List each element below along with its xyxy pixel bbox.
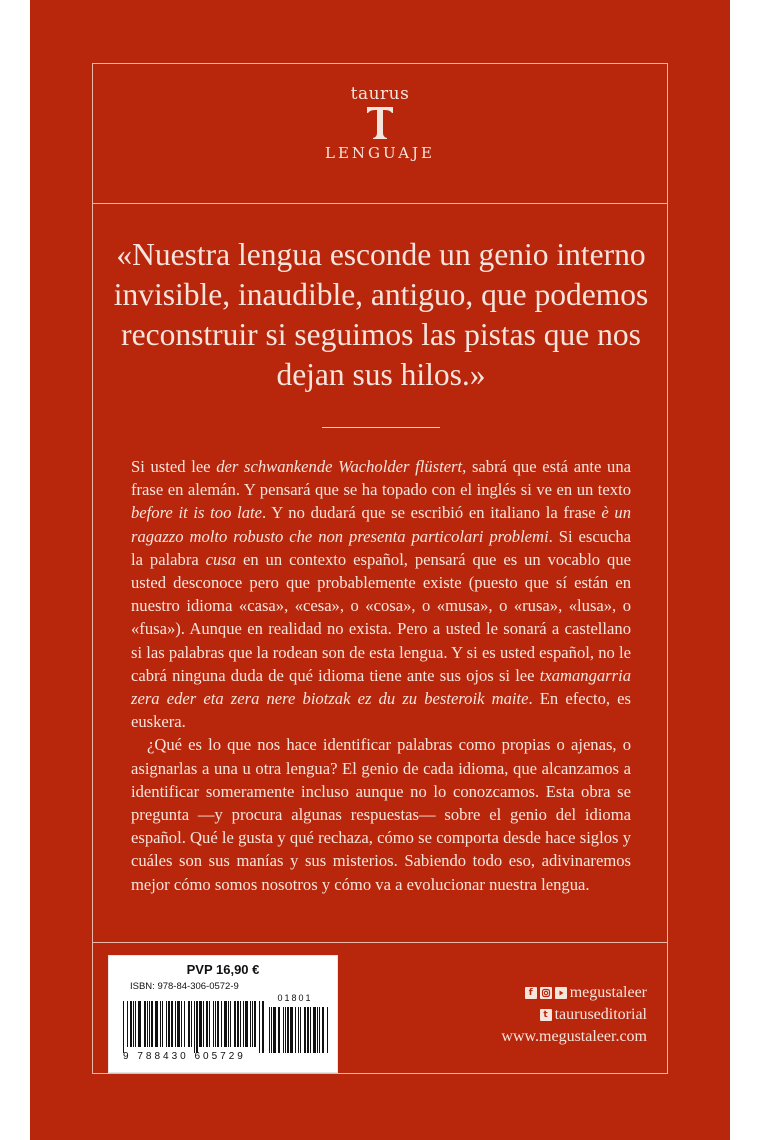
barcode-bar — [133, 1001, 134, 1047]
barcode-addon-bar — [304, 1007, 306, 1053]
social-links — [501, 982, 647, 1048]
barcode-addon-bar — [313, 1007, 316, 1053]
instagram-icon — [540, 987, 552, 999]
header-divider — [93, 203, 667, 204]
barcode-bar — [188, 1001, 190, 1047]
taurus-t-logo-icon — [365, 106, 395, 140]
barcode-bar — [123, 1001, 124, 1053]
barcode-addon-bar — [307, 1007, 309, 1053]
handle-tauruseditorial[interactable]: tauruseditorial — [554, 1006, 647, 1023]
barcode-addon-bar — [300, 1007, 301, 1053]
barcode-addon-bar — [290, 1007, 293, 1053]
barcode-bar — [213, 1001, 214, 1047]
ean-digits: 9 788430 605729 — [123, 1051, 246, 1062]
ean-barcode — [117, 993, 329, 1053]
barcode-bar — [230, 1001, 231, 1047]
barcode-bar — [199, 1001, 202, 1047]
barcode-bar — [259, 1001, 260, 1053]
barcode-bar — [130, 1001, 132, 1047]
publisher-name: taurus — [350, 84, 410, 104]
barcode-bar — [254, 1001, 256, 1047]
youtube-icon — [555, 987, 567, 999]
barcode-addon-bar — [295, 1007, 296, 1053]
barcode-bar — [203, 1001, 204, 1047]
barcode-bar — [243, 1001, 244, 1047]
barcode-bar — [240, 1001, 241, 1047]
barcode-bar — [149, 1001, 150, 1047]
barcode-bar — [234, 1001, 236, 1047]
barcode-bar — [138, 1001, 141, 1047]
barcode-bar — [166, 1001, 167, 1047]
book-back-cover — [30, 0, 730, 1140]
barcode-addon-bar — [327, 1007, 328, 1053]
website-link[interactable]: www.megustaleer.com — [501, 1028, 647, 1045]
twitter-icon: t — [540, 1009, 552, 1021]
facebook-icon: f — [525, 987, 537, 999]
barcode-addon-bar — [317, 1007, 318, 1053]
barcode-addon-bar — [310, 1007, 311, 1053]
barcode-addon-bar — [287, 1007, 289, 1053]
barcode-bar — [209, 1001, 210, 1047]
barcode-bar — [162, 1001, 163, 1047]
barcode-bar — [262, 1001, 264, 1053]
barcode-bar — [206, 1001, 208, 1047]
barcode-bar — [224, 1001, 227, 1047]
barcode-bar — [144, 1001, 146, 1047]
barcode-addon-bar — [319, 1007, 320, 1053]
barcode-addon-bar — [285, 1007, 286, 1053]
footer-divider — [93, 942, 667, 943]
barcode-bar — [135, 1001, 136, 1047]
publisher-brand — [93, 84, 667, 162]
barcode-bar — [181, 1001, 182, 1047]
barcode-bar — [228, 1001, 229, 1047]
website-row — [501, 1026, 647, 1048]
barcode-bar — [127, 1001, 128, 1047]
pull-quote: «Nuestra lengua esconde un genio interno invisible, inaudible, antiguo, que podemos reconstruir si seguimos las pistas que nos dejan sus hilos.» — [113, 237, 649, 392]
series-name: LENGUAJE — [325, 144, 435, 162]
social-row-megustaleer — [501, 982, 647, 1004]
barcode-bar — [217, 1001, 219, 1047]
barcode-bar — [221, 1001, 222, 1047]
barcode-bar — [184, 1001, 185, 1047]
barcode-bar — [177, 1001, 180, 1047]
blurb-paragraph-2: ¿Qué es lo que nos hace identificar palabras como propias o ajenas, o asignarlas a una u otra lengua? El genio de cada idioma, que alcanzamos a identificar someramente incluso aunque no lo conozcamos. Esta obra se pregunta —y procura algunas respuestas— sobre el genio del idioma español. Qué le gusta y qué rechaza, cómo se comporta desde hace siglos y cuáles son sus manías y sus misterios. Sabiendo todo eso, adivinaremos mejor cómo somos nosotros y cómo va a evolucionar nuestra lengua. — [131, 735, 631, 894]
barcode-bar — [191, 1001, 192, 1047]
barcode-bar — [175, 1001, 176, 1047]
barcode-bar — [168, 1001, 170, 1047]
blurb-paragraph-1: Si usted lee der schwankende Wacholder flüstert, sabrá que está ante una frase en alemán. Y pensará que se ha topado con el inglés si ve en un texto before it is too late. Y no dudará que se escribió en italiano la frase è un ragazzo molto robusto che non presenta particolari problemi. Si escucha la palabra cusa en un contexto español, pensará que es un vocablo que usted desconoce pero que probablemente existe (puesto que sí están en nuestro idioma «casa», «cesa», o «cosa», o «musa», o «rusa», «lusa», o «fusa»). Aunque en realidad no exista. Pero a usted le sonará a castellano si las palabras que la rodean son de esta lengua. Y si es usted español, no le cabrá ninguna duda de qué idioma tiene ante sus ojos si lee txamangarria zera eder eta zera nere biotzak ez du zu besteroik maite. En efecto, es euskera. — [131, 457, 632, 732]
price: PVP 16,90 € — [186, 962, 260, 977]
barcode-addon-bar — [298, 1007, 299, 1053]
barcode-bar — [160, 1001, 161, 1047]
barcode-bar — [237, 1001, 239, 1047]
barcode-addon-digits: 01801 — [277, 993, 313, 1003]
quote-rule — [322, 427, 440, 428]
barcode-label — [108, 955, 338, 1073]
barcode-bar — [171, 1001, 173, 1047]
barcode-addon-bar — [271, 1007, 272, 1053]
barcode-addon-bar — [322, 1007, 324, 1053]
barcode-bar — [147, 1001, 148, 1047]
barcode-bar — [250, 1001, 251, 1047]
barcode-bar — [196, 1001, 198, 1053]
barcode-bar — [245, 1001, 248, 1047]
barcode-bar — [252, 1001, 253, 1047]
isbn: ISBN: 978-84-306-0572-9 — [130, 981, 239, 992]
barcode-bar — [151, 1001, 153, 1047]
barcode-bar — [155, 1001, 158, 1047]
blurb — [131, 455, 631, 896]
cover-frame — [92, 63, 668, 1074]
barcode-bar — [215, 1001, 216, 1047]
barcode-addon-bar — [283, 1007, 284, 1053]
barcode-addon-bar — [278, 1007, 280, 1053]
barcode-addon-bar — [273, 1007, 276, 1053]
barcode-bar — [194, 1001, 195, 1053]
social-row-twitter — [501, 1004, 647, 1026]
barcode-addon-bar — [269, 1007, 270, 1053]
handle-megustaleer[interactable]: megustaleer — [569, 984, 647, 1001]
